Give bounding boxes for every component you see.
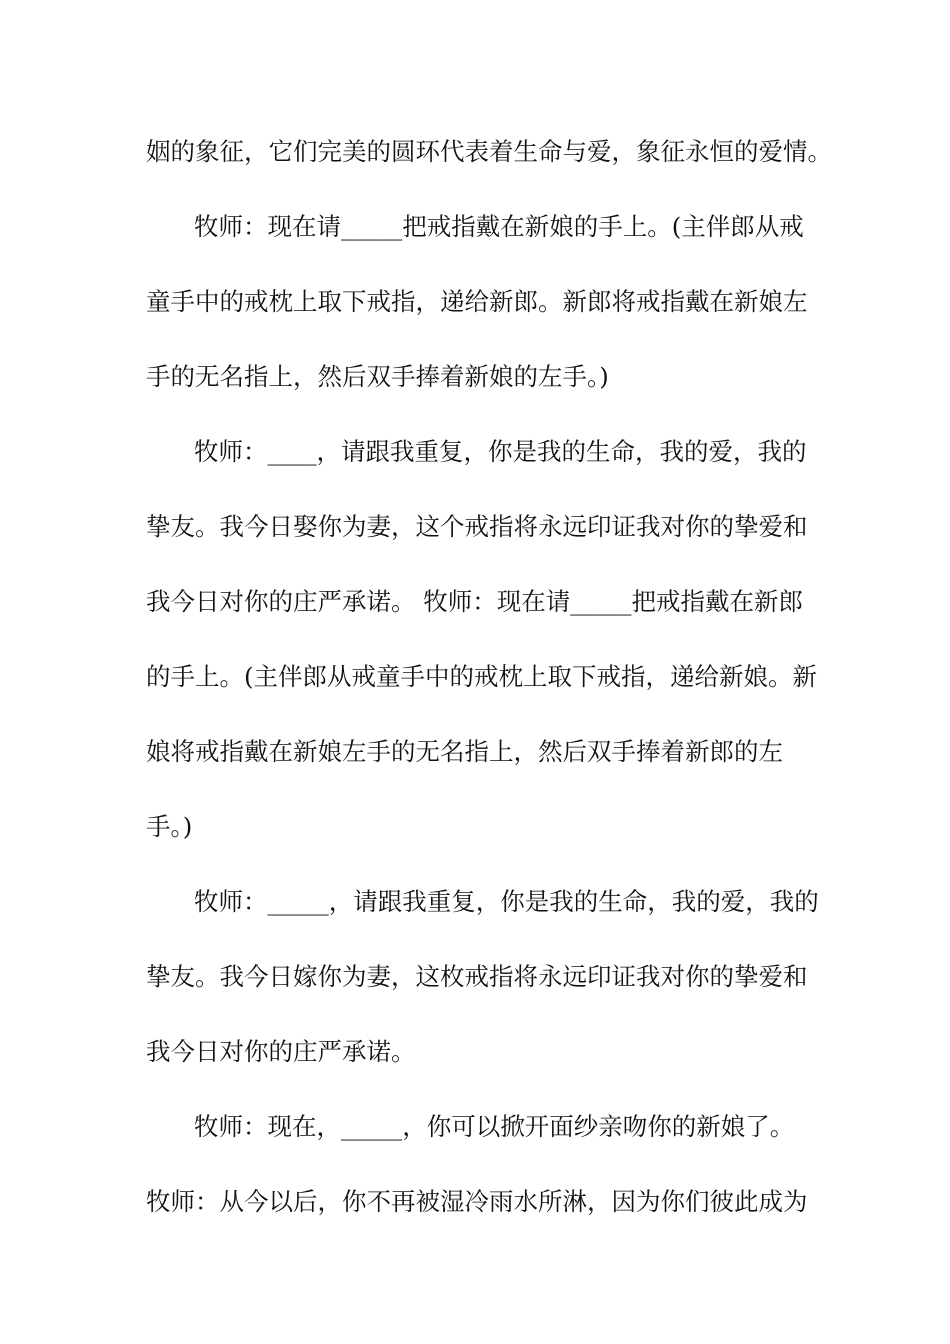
text-line: 我今日对你的庄严承诺。 — [146, 1037, 416, 1066]
text-line: 牧师：现在请_____把戒指戴在新娘的手上。(主伴郎从戒 — [194, 212, 804, 241]
text-line: 牧师：_____，请跟我重复，你是我的生命，我的爱，我的 — [194, 887, 819, 916]
text-line: 姻的象征，它们完美的圆环代表着生命与爱，象征永恒的爱情。 — [146, 137, 832, 166]
text-line: 手。) — [146, 812, 193, 841]
text-line: 手的无名指上，然后双手捧着新娘的左手。) — [146, 362, 609, 391]
text-line: 牧师：现在，_____，你可以掀开面纱亲吻你的新娘了。 — [194, 1112, 795, 1141]
text-line: 娘将戒指戴在新娘左手的无名指上，然后双手捧着新郎的左 — [146, 737, 783, 766]
text-line: 牧师：____，请跟我重复，你是我的生命，我的爱，我的 — [194, 437, 807, 466]
body-text — [146, 127, 832, 1252]
text-line: 童手中的戒枕上取下戒指，递给新郎。新郎将戒指戴在新娘左 — [146, 287, 808, 316]
text-line: 的手上。(主伴郎从戒童手中的戒枕上取下戒指，递给新娘。新 — [146, 662, 818, 691]
text-line: 挚友。我今日娶你为妻，这个戒指将永远印证我对你的挚爱和 — [146, 512, 808, 541]
text-line: 我今日对你的庄严承诺。 牧师：现在请_____把戒指戴在新郎 — [146, 587, 804, 616]
text-line: 牧师：从今以后，你不再被湿冷雨水所淋，因为你们彼此成为 — [146, 1187, 808, 1216]
text-line: 挚友。我今日嫁你为妻，这枚戒指将永远印证我对你的挚爱和 — [146, 962, 808, 991]
